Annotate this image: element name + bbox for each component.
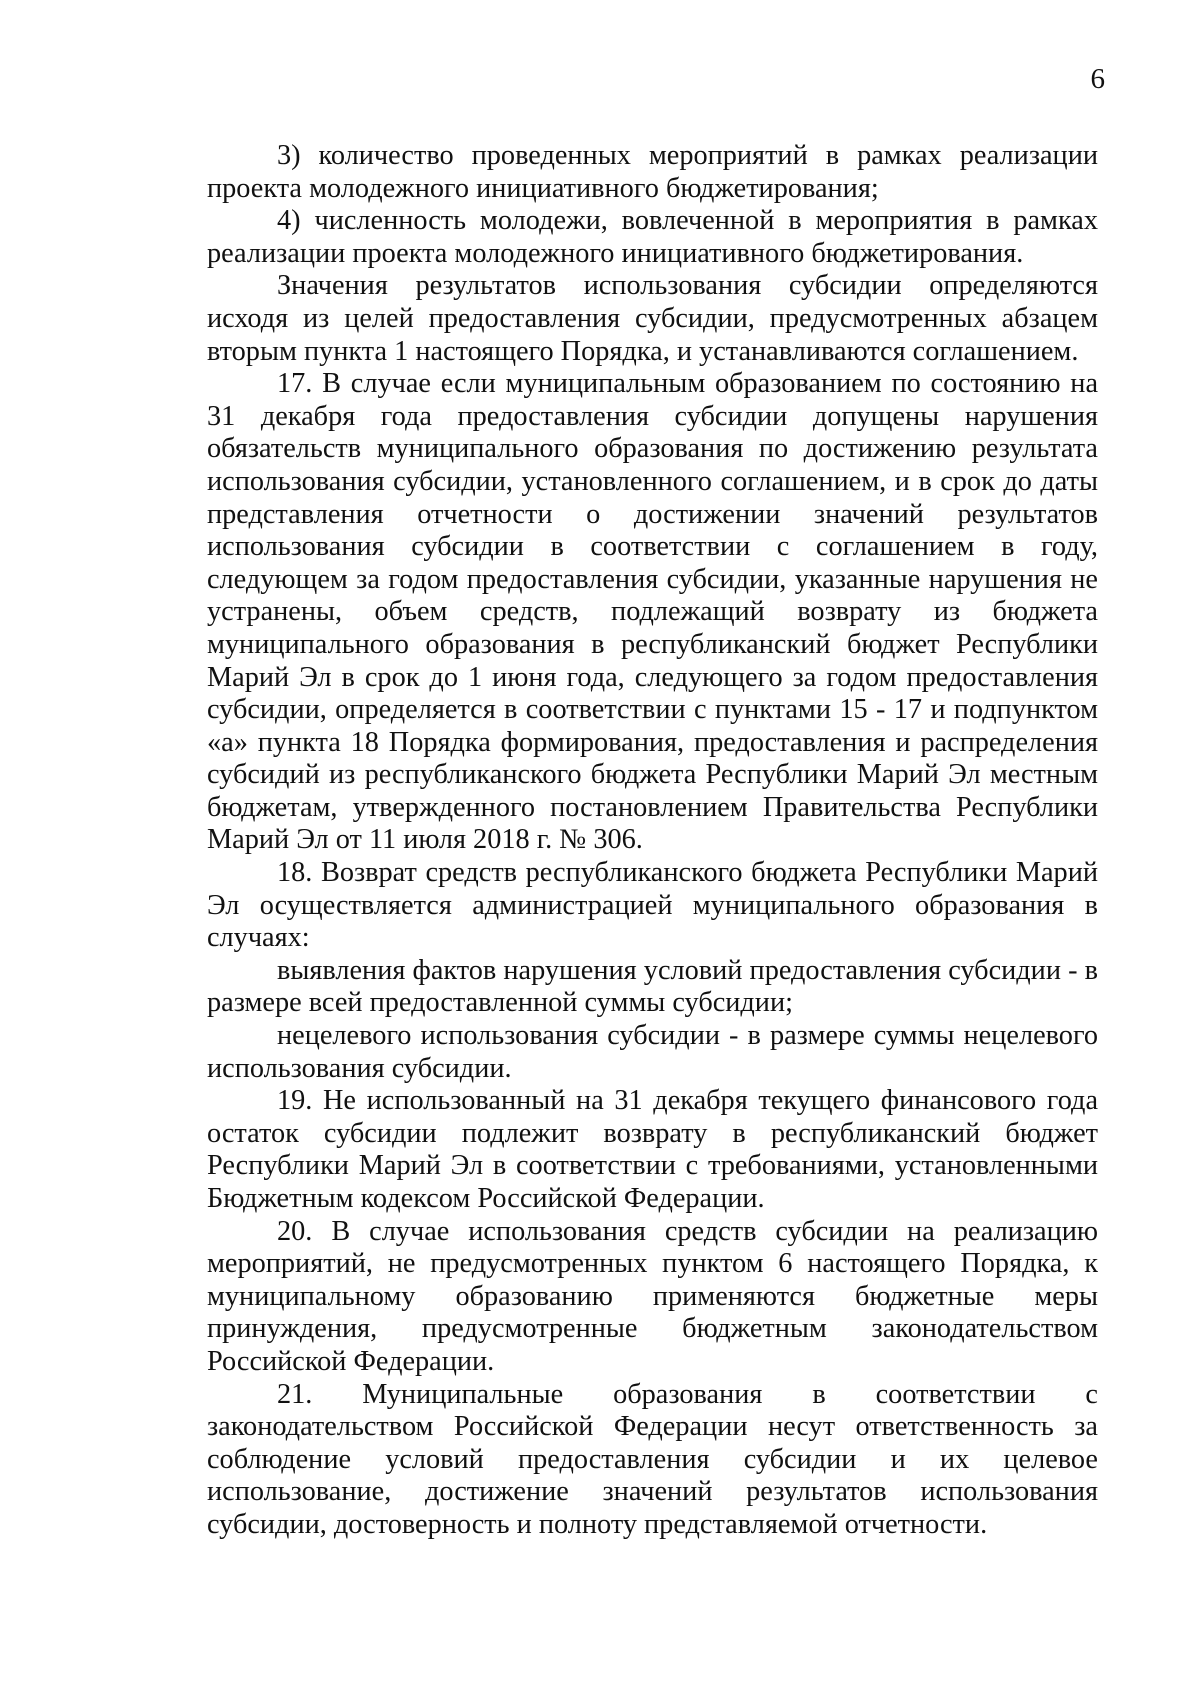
paragraph-clause-21: 21. Муниципальные образования в соответствии с законодательством Российской Федерации несут ответственность за соблюдение условий предоставления субсидии и их целевое использование, достижение значений результатов использования субсидии, достоверность и полноту представляемой отчетности. (207, 1378, 1098, 1540)
document-body (207, 140, 1098, 1542)
paragraph-clause-18-case-1: выявления фактов нарушения условий предоставления субсидии - в размере всей предоставленной суммы субсидии; (207, 954, 1098, 1019)
paragraph-item-3: 3) количество проведенных мероприятий в рамках реализации проекта молодежного инициативного бюджетирования; (207, 140, 1098, 204)
paragraph-clause-18: 18. Возврат средств республиканского бюджета Республики Марий Эл осуществляется администрацией муниципального образования в случаях: (207, 857, 1098, 954)
paragraph-clause-18-case-2: нецелевого использования субсидии - в размере суммы нецелевого использования субсидии. (207, 1020, 1098, 1084)
paragraph-clause-19: 19. Не использованный на 31 декабря текущего финансового года остаток субсидии подлежит возврату в республиканский бюджет Республики Марий Эл в соответствии с требованиями, установленными Бюджетным кодексом Российской Федерации. (207, 1085, 1098, 1214)
paragraph-clause-17: 17. В случае если муниципальным образованием по состоянию на 31 декабря года предоставления субсидии допущены нарушения обязательств муниципального образования по достижению результата использования субсидии, установленного соглашением, и в срок до даты представления отчетности о достижении значений результатов использования субсидии в соответствии с соглашением в году, следующем за годом предоставления субсидии, указанные нарушения не устранены, объем средств, подлежащий возврату из бюджета муниципального образования в республиканский бюджет Республики Марий Эл в срок до 1 июня года, следующего за годом предоставления субсидии, определяется в соответствии с пунктами 15 - 17 и подпунктом «а» пункта 18 Порядка формирования, предоставления и распределения субсидий из республиканского бюджета Республики Марий Эл местным бюджетам, утвержденного постановлением Правительства Республики Марий Эл от 11 июля 2018 г. № 306. (207, 368, 1098, 856)
paragraph-clause-20: 20. В случае использования средств субсидии на реализацию мероприятий, не предусмотренных пунктом 6 настоящего Порядка, к муниципальному образованию применяются бюджетные меры принуждения, предусмотренные бюджетным законодательством Российской Федерации. (207, 1215, 1098, 1377)
page-number: 6 (1090, 63, 1105, 95)
paragraph-result-values: Значения результатов использования субсидии определяются исходя из целей предоставления субсидии, предусмотренных абзацем вторым пункта 1 настоящего Порядка, и устанавливаются соглашением. (207, 270, 1098, 367)
paragraph-item-4: 4) численность молодежи, вовлеченной в мероприятия в рамках реализации проекта молодежного инициативного бюджетирования. (207, 205, 1098, 269)
